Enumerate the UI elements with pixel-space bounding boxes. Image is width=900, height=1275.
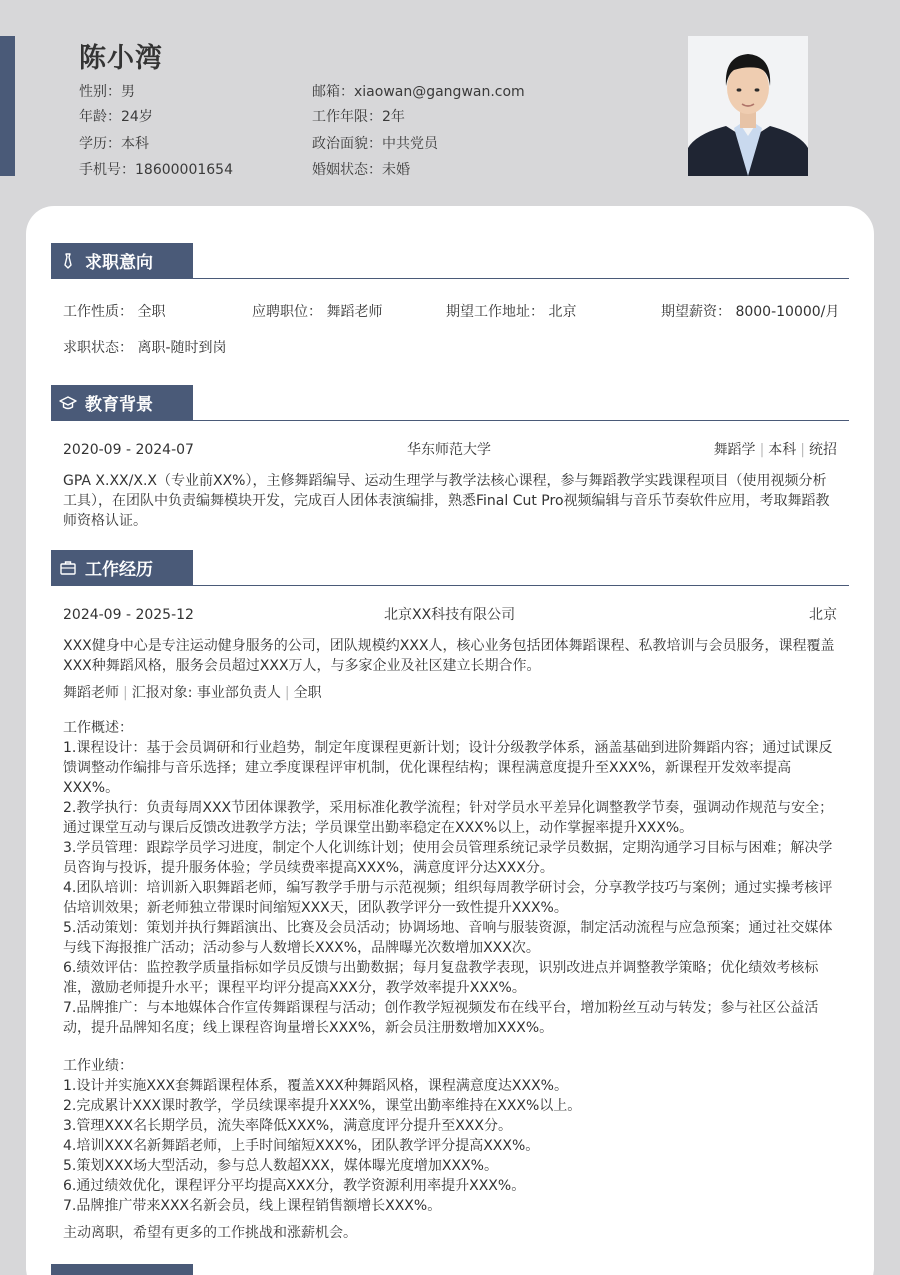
- work-role: 舞蹈老师: [63, 685, 119, 701]
- intent-status: 求职状态： 离职-随时到岗: [63, 340, 227, 356]
- section-tab-work: [51, 550, 193, 585]
- info-age: 年龄：24岁: [79, 109, 153, 125]
- work-overview: [63, 718, 835, 1038]
- work-achievements: [63, 1056, 835, 1216]
- work-report: 汇报对象: 事业部负责人: [131, 685, 281, 701]
- work-overview-item: 3.学员管理：跟踪学员学习进度，制定个人化训练计划；使用会员管理系统记录学员数据，定期沟通学习目标与困难；解决学员咨询与投诉，提升服务体验；学员续费率提高XXX%，满意度评分达XXX分。: [63, 840, 833, 876]
- work-overview-item: 5.活动策划：策划并执行舞蹈演出、比赛及会员活动；协调场地、音响与服装资源，制定活动流程与应急预案；通过社交媒体与线下海报推广活动；活动参与人数增长XXX%，品牌曝光次数增加XXX次。: [63, 920, 833, 956]
- candidate-name: 陈小湾: [79, 43, 163, 74]
- work-achievement-item: 2.完成累计XXX课时教学，学员续课率提升XXX%，课堂出勤率维持在XXX%以上。: [63, 1098, 582, 1114]
- info-phone: 手机号：18600001654: [79, 162, 233, 178]
- work-company: 北京XX科技有限公司: [384, 607, 516, 623]
- section-header-next: [51, 1264, 849, 1275]
- work-overview-item: 1.课程设计：基于会员调研和行业趋势，制定年度课程更新计划；设计分级教学体系，涵盖基础到进阶舞蹈内容；通过试课反馈调整动作编排与音乐选择；建立季度课程评审机制，优化课程结构；课程满意度提升至XXX%，新课程开发效率提高XXX%。: [63, 740, 833, 796]
- graduation-cap-icon: [59, 394, 77, 412]
- info-email: 邮箱：xiaowan@gangwan.com: [312, 84, 525, 100]
- work-achievements-title: 工作业绩：: [63, 1058, 133, 1074]
- section-tab-education: [51, 385, 193, 420]
- education-type: 统招: [809, 442, 837, 458]
- intent-salary: 期望薪资： 8000-10000/月: [661, 304, 840, 320]
- education-major: 舞蹈学: [713, 442, 756, 458]
- work-achievement-item: 5.策划XXX场大型活动，参与总人数超XXX，媒体曝光度增加XXX%。: [63, 1158, 498, 1174]
- section-title-work: 工作经历: [85, 560, 153, 580]
- section-header-intent: [51, 243, 849, 279]
- work-overview-title: 工作概述：: [63, 720, 133, 736]
- work-period: 2024-09 - 2025-12: [63, 607, 194, 623]
- education-level: 本科: [768, 442, 797, 458]
- work-city: 北京: [809, 607, 837, 623]
- section-title-intent: 求职意向: [85, 253, 153, 273]
- info-marital: 婚姻状态：未婚: [312, 162, 410, 178]
- work-achievement-item: 7.品牌推广带来XXX名新会员，线上课程销售额增长XXX%。: [63, 1198, 442, 1214]
- work-overview-item: 4.团队培训：培训新入职舞蹈老师，编写教学手册与示范视频；组织每周教学研讨会，分享教学技巧与案例；通过实操考核评估培训效果；新老师独立带课时间缩短XXX天，团队教学评分一致性提升XXX%。: [63, 880, 833, 916]
- section-header-education: [51, 385, 849, 421]
- work-company-description: XXX健身中心是专注运动健身服务的公司，团队规模约XXX人，核心业务包括团体舞蹈课程、私教培训与会员服务，课程覆盖XXX种舞蹈风格，服务会员超过XXX万人，与多家企业及社区建立长期合作。: [63, 638, 835, 674]
- briefcase-icon: [59, 559, 77, 577]
- section-header-work: [51, 550, 849, 586]
- resume-card: [26, 206, 874, 1275]
- work-job-type: 全职: [293, 685, 322, 701]
- profile-photo: [688, 36, 808, 176]
- education-description: GPA X.XX/X.X（专业前XX%），主修舞蹈编导、运动生理学与教学法核心课程，参与舞蹈教学实践课程项目（使用视频分析工具），在团队中负责编舞模块开发，完成百人团体表演编排，熟悉Final Cut Pro视频编辑与音乐节奏软件应用，考取舞蹈教师资格认证。: [63, 473, 830, 529]
- info-gender: 性别：男: [79, 84, 135, 100]
- education-school: 华东师范大学: [407, 442, 491, 458]
- intent-nature: 工作性质： 全职: [63, 304, 166, 320]
- work-overview-item: 7.品牌推广：与本地媒体合作宣传舞蹈课程与活动；创作教学短视频发布在线平台，增加粉丝互动与转发；参与社区公益活动，提升品牌知名度；线上课程咨询量增长XXX%，新会员注册数增加XXX%。: [63, 1000, 819, 1036]
- work-role-line: 舞蹈老师 | 汇报对象: 事业部负责人 | 全职: [63, 685, 322, 701]
- work-achievement-item: 6.通过绩效优化，课程评分平均提高XXX分，教学资源利用率提升XXX%。: [63, 1178, 526, 1194]
- accent-bar: [0, 36, 15, 176]
- tie-icon: [59, 252, 77, 270]
- work-overview-item: 6.绩效评估：监控教学质量指标如学员反馈与出勤数据；每月复盘教学表现，识别改进点并调整教学策略；优化绩效考核标准，激励老师提升水平；课程平均评分提高XXX分，教学效率提升XXX%。: [63, 960, 819, 996]
- work-achievement-item: 4.培训XXX名新舞蹈老师，上手时间缩短XXX%，团队教学评分提高XXX%。: [63, 1138, 540, 1154]
- work-achievement-item: 3.管理XXX名长期学员，流失率降低XXX%，满意度评分提升至XXX分。: [63, 1118, 512, 1134]
- education-tags: 舞蹈学 | 本科 | 统招: [713, 442, 837, 458]
- section-tab-next: [51, 1264, 193, 1275]
- info-politics: 政治面貌：中共党员: [312, 136, 438, 152]
- education-period: 2020-09 - 2024-07: [63, 442, 194, 458]
- section-title-education: 教育背景: [85, 395, 153, 415]
- section-tab-intent: [51, 243, 193, 278]
- info-degree: 学历：本科: [79, 136, 149, 152]
- info-years: 工作年限：2年: [312, 109, 405, 125]
- work-achievement-item: 1.设计并实施XXX套舞蹈课程体系，覆盖XXX种舞蹈风格，课程满意度达XXX%。: [63, 1078, 568, 1094]
- work-overview-item: 2.教学执行：负责每周XXX节团体课教学，采用标准化教学流程；针对学员水平差异化调整教学节奏，强调动作规范与安全；通过课堂互动与课后反馈改进教学方法；学员课堂出勤率稳定在XXX%以上，动作掌握率提升XXX%。: [63, 800, 834, 836]
- intent-location: 期望工作地址： 北京: [446, 304, 577, 320]
- intent-position: 应聘职位： 舞蹈老师: [252, 304, 383, 320]
- work-leave-reason: 主动离职，希望有更多的工作挑战和涨薪机会。: [63, 1225, 357, 1241]
